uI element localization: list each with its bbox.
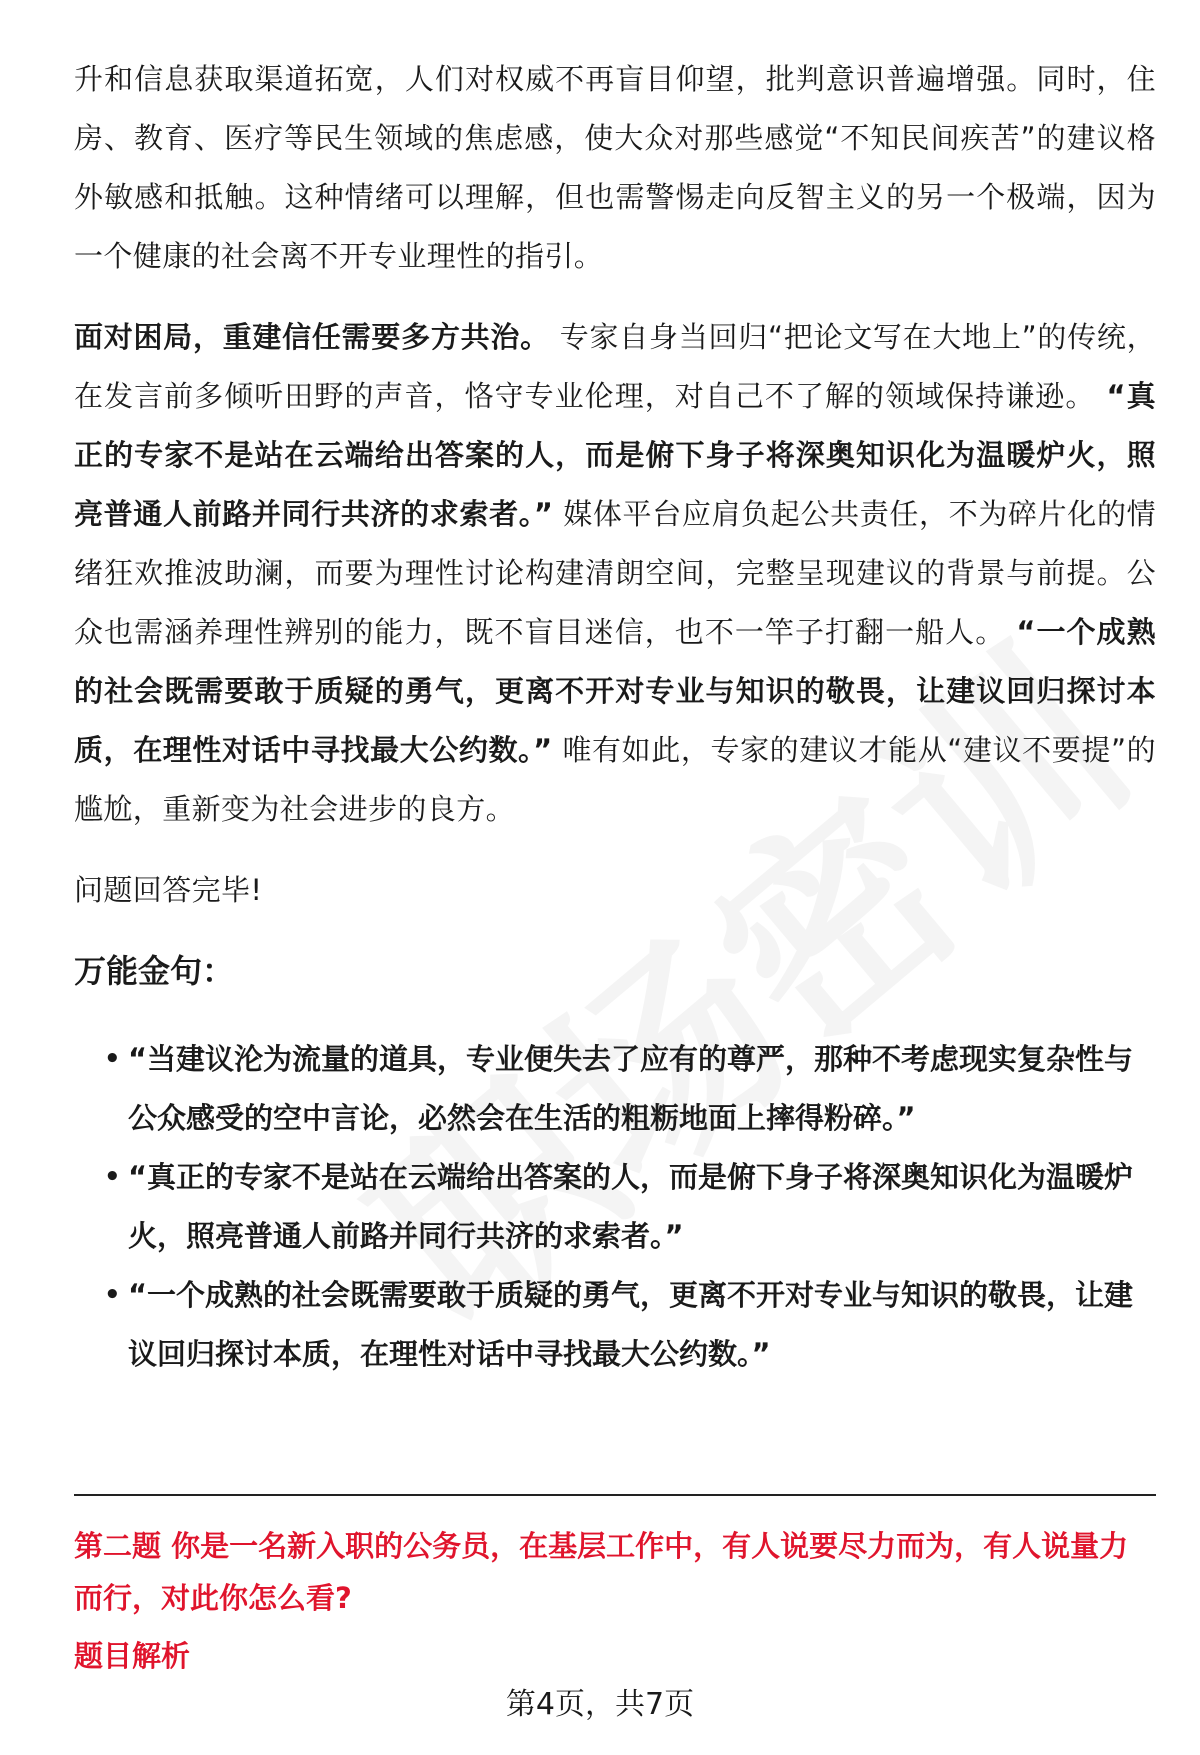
paragraph-1: 升和信息获取渠道拓宽，人们对权威不再盲目仰望，批判意识普遍增强。同时，住房、教育、医疗等民生领域的焦虑感，使大众对那些感觉“不知民间疾苦”的建议格外敏感和抵触。这种情绪可以理解，但也需警惕走向反智主义的另一个极端，因为一个健康的社会离不开专业理性的指引。 [74, 62, 1156, 273]
analysis-heading: 题目解析 [74, 1639, 191, 1673]
list-item [74, 1266, 1156, 1384]
divider [74, 1494, 1156, 1496]
paragraph-2-text-3: 唯有如此，专家的建议才能从“建议不要提”的尴尬，重新变为社会进步的良方。 [74, 733, 1156, 826]
question-2-title: 第二题 你是一名新入职的公务员，在基层工作中，有人说要尽力而为，有人说量力而行，对此你怎么看? [74, 1529, 1129, 1615]
bullet-icon: • [104, 1044, 121, 1074]
document-body [74, 50, 1156, 1384]
paragraph-2-text-2: 媒体平台应肩负起公共责任，不为碎片化的情绪狂欢推波助澜，而要为理性讨论构建清朗空间，完整呈现建议的背景与前提。公众也需涵养理性辨别的能力，既不盲目迷信，也不一竿子打翻一船人。 [74, 497, 1156, 649]
bullet-icon: • [104, 1280, 121, 1310]
paragraph-2-text-1: 专家自身当回归“把论文写在大地上”的传统，在发言前多倾听田野的声音，恪守专业伦理，对自己不了解的领域保持谦逊。 [74, 320, 1156, 413]
paragraph-2-quote-1: “真正的专家不是站在云端给出答案的人，而是俯下身子将深奥知识化为温暖炉火，照亮普通人前路并同行共济的求索者。” [74, 379, 1156, 531]
golden-quote-text: “一个成熟的社会既需要敢于质疑的勇气，更离不开对专业与知识的敬畏，让建议回归探讨本质，在理性对话中寻找最大公约数。” [128, 1278, 1134, 1371]
paragraph-2-lead: 面对困局，重建信任需要多方共治。 [74, 320, 550, 354]
golden-quote-text: “当建议沦为流量的道具，专业便失去了应有的尊严，那种不考虑现实复杂性与公众感受的空中言论，必然会在生活的粗粝地面上摔得粉碎。” [128, 1042, 1134, 1135]
list-item [74, 1148, 1156, 1266]
paragraph-2-quote-2: “一个成熟的社会既需要敢于质疑的勇气，更离不开对专业与知识的敬畏，让建议回归探讨本质，在理性对话中寻找最大公约数。” [74, 615, 1156, 767]
list-item [74, 1030, 1156, 1148]
closing-line: 问题回答完毕! [74, 873, 263, 907]
golden-quotes-list [74, 1030, 1156, 1384]
golden-quotes-heading: 万能金句： [74, 952, 235, 990]
golden-quote-text: “真正的专家不是站在云端给出答案的人，而是俯下身子将深奥知识化为温暖炉火，照亮普通人前路并同行共济的求索者。” [128, 1160, 1134, 1253]
page-footer: 第4页，共7页 [505, 1687, 695, 1722]
paragraph-2 [74, 308, 1156, 839]
bullet-icon: • [104, 1162, 121, 1192]
